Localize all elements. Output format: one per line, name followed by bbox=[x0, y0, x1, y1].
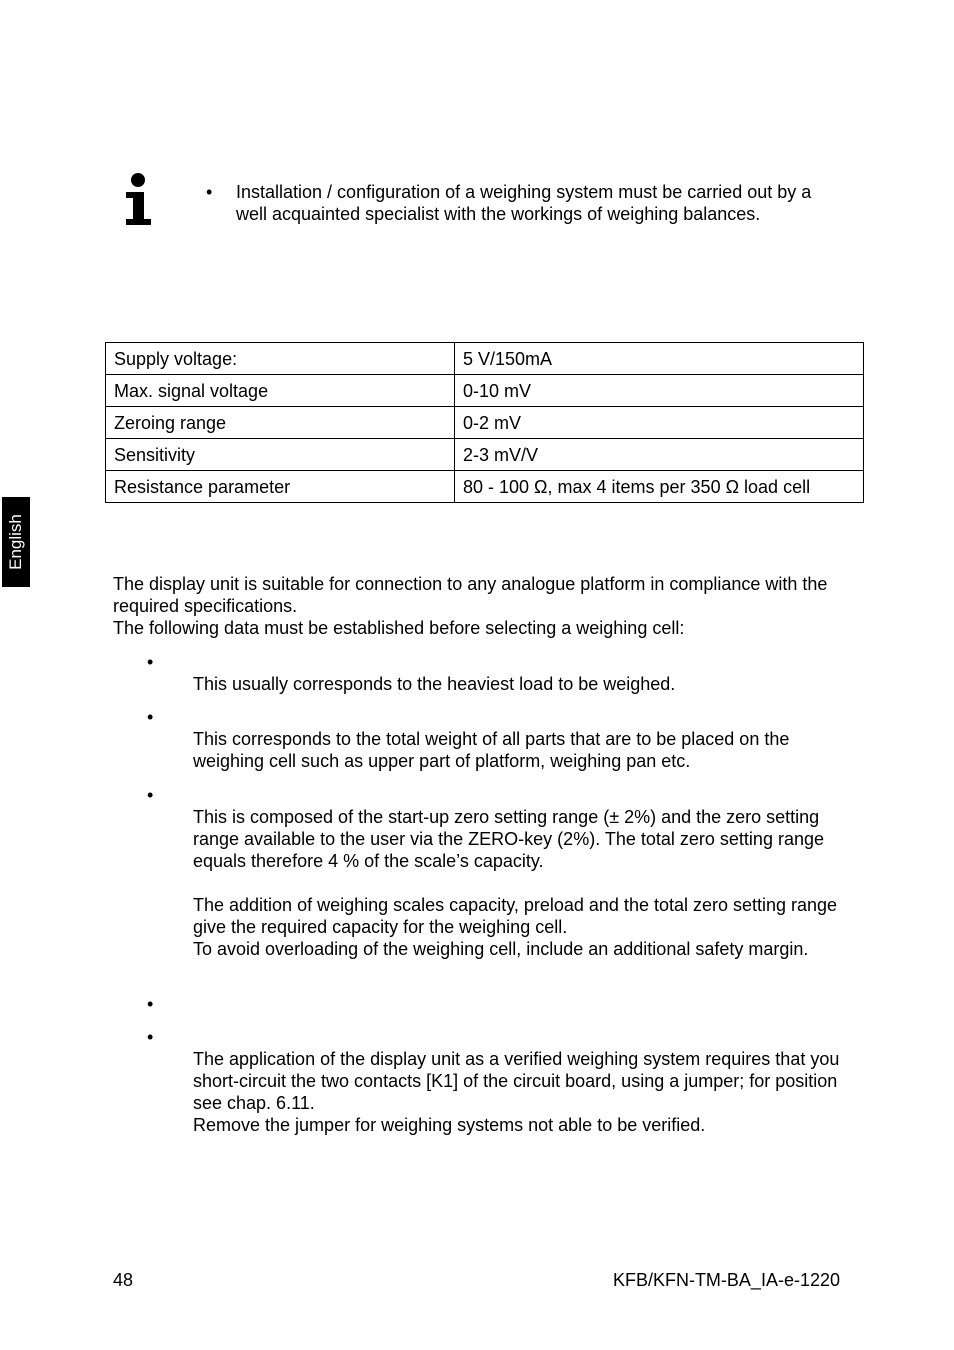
spec-value: 2-3 mV/V bbox=[455, 439, 864, 471]
table-row bbox=[106, 471, 864, 503]
bullet-marker: • bbox=[147, 707, 154, 727]
spec-value: 5 V/150mA bbox=[455, 343, 864, 375]
spec-label: Supply voltage: bbox=[106, 343, 455, 375]
document-code: KFB/KFN-TM-BA_IA-e-1220 bbox=[612, 1270, 840, 1290]
table-row bbox=[106, 439, 864, 471]
language-tab bbox=[2, 497, 30, 587]
table-row bbox=[106, 407, 864, 439]
bullet-text: The addition of weighing scales capacity, preload and the total zero setting range give the required capacity for the weighing cell. bbox=[193, 895, 838, 937]
intro-paragraph: The display unit is suitable for connection to any analogue platform in compliance with the required specifications. bbox=[113, 574, 828, 616]
table-row bbox=[106, 375, 864, 407]
spec-label: Zeroing range bbox=[106, 407, 455, 439]
note-text: Installation / configuration of a weighing system must be carried out by a well acquainted specialist with the workings of weighing balances. bbox=[236, 182, 812, 224]
spec-value: 0-10 mV bbox=[455, 375, 864, 407]
spec-value: 0-2 mV bbox=[455, 407, 864, 439]
bullet-text: This usually corresponds to the heaviest load to be weighed. bbox=[193, 674, 676, 694]
page-number: 48 bbox=[113, 1270, 134, 1290]
bullet-marker: • bbox=[147, 652, 154, 672]
spec-label: Sensitivity bbox=[106, 439, 455, 471]
spec-label: Max. signal voltage bbox=[106, 375, 455, 407]
language-tab-label: English bbox=[6, 514, 25, 570]
info-icon bbox=[122, 172, 156, 228]
bullet-text: To avoid overloading of the weighing cell, include an additional safety margin. bbox=[193, 939, 809, 959]
bullet-text: This corresponds to the total weight of all parts that are to be placed on the weighing cell such as upper part of platform, weighing pan etc. bbox=[193, 729, 790, 771]
bullet-marker: • bbox=[147, 785, 154, 805]
intro-text bbox=[113, 573, 853, 639]
bullet-marker: • bbox=[147, 994, 154, 1014]
bullet-marker: • bbox=[147, 1027, 154, 1047]
bullet-text: This is composed of the start-up zero setting range (± 2%) and the zero setting range available to the user via the ZERO-key (2%). The total zero setting range equals therefore 4 % of the scale’s capacity. bbox=[193, 807, 824, 871]
note-bullet: • bbox=[206, 182, 213, 202]
bullet-text: The application of the display unit as a verified weighing system requires that you short-circuit the two contacts [K1] of the circuit board, using a jumper; for position see chap. 6.11. bbox=[193, 1049, 840, 1113]
table-row bbox=[106, 343, 864, 375]
spec-label: Resistance parameter bbox=[106, 471, 455, 503]
spec-value: 80 - 100 Ω, max 4 items per 350 Ω load cell bbox=[455, 471, 864, 503]
bullet-text: Remove the jumper for weighing systems not able to be verified. bbox=[193, 1115, 706, 1135]
specs-table bbox=[105, 342, 864, 503]
intro-paragraph: The following data must be established before selecting a weighing cell: bbox=[113, 618, 685, 638]
